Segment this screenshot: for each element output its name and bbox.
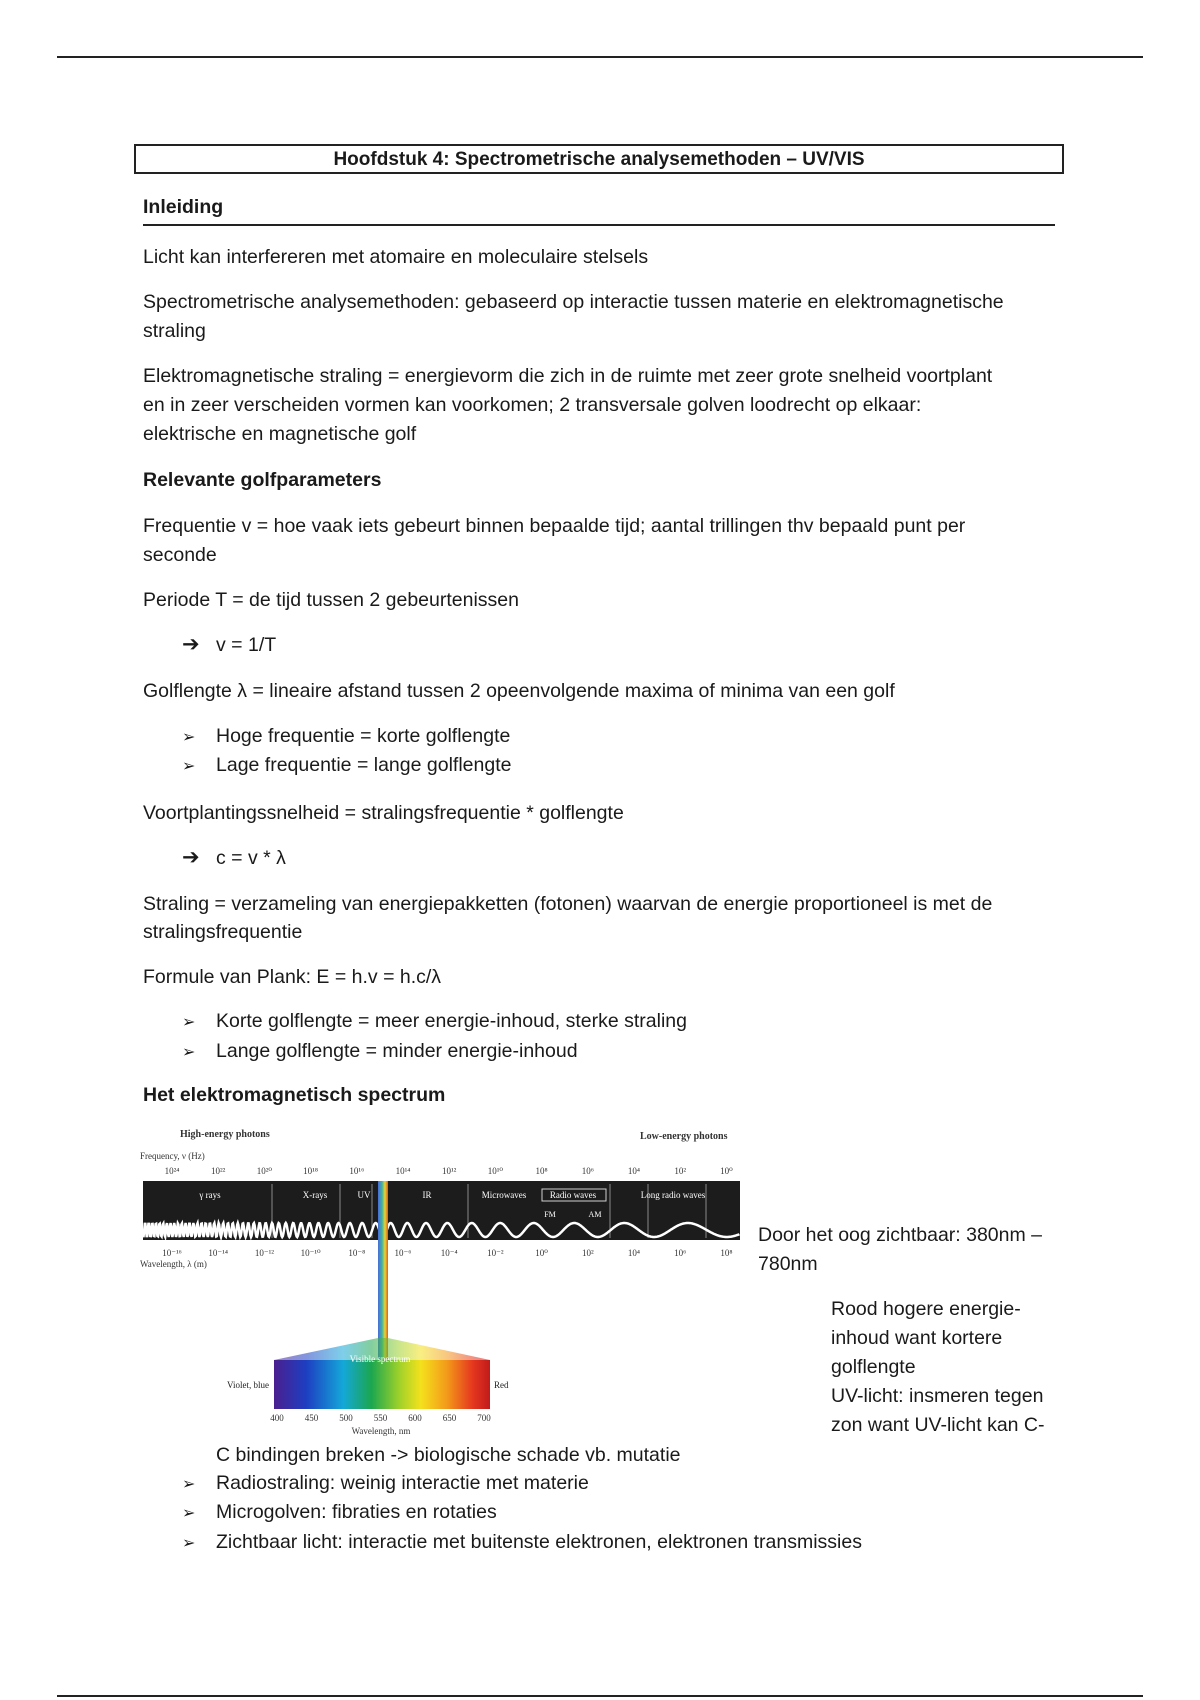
page-top-rule (57, 56, 1143, 58)
frequency-tick-label: 10⁰ (720, 1166, 733, 1176)
wavelength-tick-label: 10⁻² (487, 1248, 504, 1258)
paragraph: stralingsfrequentie (143, 921, 303, 943)
band-label: γ rays (199, 1190, 221, 1200)
band-label: Microwaves (481, 1190, 527, 1200)
nm-tick-label: 600 (408, 1413, 422, 1423)
paragraph: Spectrometrische analysemethoden: gebaseerd op interactie tussen materie en elektromagnetische (143, 291, 1004, 313)
paragraph: Elektromagnetische straling = energievorm die zich in de ruimte met zeer grote snelheid voortplant (143, 365, 993, 387)
wavelength-tick-label: 10⁴ (627, 1248, 641, 1258)
bullet-arrowhead-icon: ➢ (182, 758, 196, 775)
list-item (182, 754, 511, 777)
bullet-arrowhead-icon: ➢ (182, 1014, 196, 1031)
nm-tick-label: 450 (304, 1413, 319, 1423)
paragraph: Frequentie v = hoe vaak iets gebeurt binnen bepaalde tijd; aantal trillingen thv bepaald punt per (143, 515, 966, 537)
red-label: Red (494, 1380, 509, 1390)
am-label: AM (588, 1210, 602, 1219)
frequency-tick-label: 10²⁴ (164, 1166, 180, 1176)
list-item-text: Lage frequentie = lange golflengte (216, 754, 512, 776)
band-label: Radio waves (549, 1190, 597, 1200)
section-underline (143, 224, 1055, 226)
list-item (182, 1531, 862, 1554)
visible-spectrum-bar (274, 1360, 490, 1409)
list-item (182, 1501, 497, 1524)
nm-ticks (270, 1413, 491, 1423)
side-note: inhoud want kortere (831, 1327, 1003, 1349)
paragraph: Straling = verzameling van energiepakketten (fotonen) waarvan de energie proportioneel is met de (143, 893, 993, 915)
list-item-text: Microgolven: fibraties en rotaties (216, 1501, 497, 1523)
page-bottom-rule (57, 1695, 1143, 1697)
side-note: Door het oog zichtbaar: 380nm – (758, 1224, 1043, 1246)
wavelength-tick-label: 10⁻⁴ (440, 1248, 458, 1258)
frequency-tick-label: 10⁴ (627, 1166, 641, 1176)
formula-text: c = v * λ (216, 847, 286, 869)
frequency-tick-label: 10⁸ (535, 1166, 548, 1176)
wavelength-tick-label: 10⁻¹⁴ (208, 1248, 228, 1258)
nm-tick-label: 550 (373, 1413, 388, 1423)
frequency-tick-label: 10¹² (441, 1166, 457, 1176)
section-heading-inleiding: Inleiding (143, 196, 224, 218)
chapter-title: Hoofdstuk 4: Spectrometrische analysemethoden – UV/VIS (134, 144, 1064, 174)
paragraph: elektrische en magnetische golf (143, 423, 417, 445)
list-item (182, 1010, 687, 1033)
nm-axis-label: Wavelength, nm (351, 1426, 411, 1436)
band-label: IR (422, 1190, 432, 1200)
wavelength-tick-label: 10⁻¹² (254, 1248, 274, 1258)
high-energy-label: High-energy photons (180, 1129, 270, 1140)
frequency-tick-label: 10²⁰ (256, 1166, 273, 1176)
nm-tick-label: 500 (339, 1413, 353, 1423)
violet-label: Violet, blue (227, 1380, 269, 1390)
side-note: golflengte (831, 1356, 916, 1378)
formula-line (182, 632, 276, 657)
bullet-arrowhead-icon: ➢ (182, 1044, 196, 1061)
list-item (182, 725, 510, 748)
band-label: UV (357, 1190, 371, 1200)
list-item-text: Radiostraling: weinig interactie met materie (216, 1472, 589, 1494)
frequency-tick-label: 10¹⁰ (487, 1166, 504, 1176)
list-item-text: Lange golflengte = minder energie-inhoud (216, 1040, 578, 1062)
visible-spectrum-label: Visible spectrum (349, 1354, 411, 1364)
paragraph: straling (143, 320, 206, 342)
arrow-right-icon: ➔ (182, 846, 200, 869)
list-item (182, 1472, 589, 1495)
wavelength-tick-label: 10² (581, 1248, 594, 1258)
wavelength-tick-label: 10⁰ (535, 1248, 548, 1258)
wavelength-tick-label: 10⁶ (674, 1248, 687, 1258)
wavelength-tick-label: 10⁸ (720, 1248, 733, 1258)
nm-tick-label: 700 (477, 1413, 491, 1423)
bullet-arrowhead-icon: ➢ (182, 1505, 196, 1522)
band-label: Long radio waves (640, 1190, 706, 1200)
bullet-arrowhead-icon: ➢ (182, 1476, 196, 1493)
frequency-tick-label: 10² (674, 1166, 687, 1176)
paragraph: Periode T = de tijd tussen 2 gebeurtenissen (143, 589, 519, 611)
list-item-text: Zichtbaar licht: interactie met buitenste elektronen, elektronen transmissies (216, 1531, 862, 1553)
wavelength-axis-label: Wavelength, λ (m) (140, 1259, 207, 1269)
frequency-ticks (165, 1166, 734, 1176)
frequency-tick-label: 10¹⁸ (303, 1166, 319, 1176)
section-heading-spectrum: Het elektromagnetisch spectrum (143, 1084, 446, 1106)
wavelength-tick-label: 10⁻¹⁶ (162, 1248, 182, 1258)
band-label: X-rays (302, 1190, 328, 1200)
side-note: Rood hogere energie- (831, 1298, 1021, 1320)
wavelength-tick-label: 10⁻⁸ (348, 1248, 366, 1258)
side-note: 780nm (758, 1253, 818, 1275)
low-energy-label: Low-energy photons (640, 1131, 728, 1142)
frequency-tick-label: 10²² (210, 1166, 226, 1176)
paragraph: C bindingen breken -> biologische schade vb. mutatie (216, 1444, 681, 1466)
nm-tick-label: 650 (442, 1413, 457, 1423)
em-spectrum-figure (140, 1126, 745, 1442)
arrow-right-icon: ➔ (182, 633, 200, 656)
side-note: zon want UV-licht kan C- (831, 1414, 1045, 1436)
fm-label: FM (544, 1210, 556, 1219)
section-heading-golfparameters: Relevante golfparameters (143, 469, 382, 491)
formula-text: v = 1/T (216, 634, 277, 656)
list-item-text: Korte golflengte = meer energie-inhoud, sterke straling (216, 1010, 687, 1032)
frequency-tick-label: 10¹⁴ (395, 1166, 411, 1176)
nm-tick-label: 400 (270, 1413, 284, 1423)
paragraph: seconde (143, 544, 217, 566)
wavelength-ticks (162, 1248, 732, 1258)
wavelength-tick-label: 10⁻⁶ (394, 1248, 412, 1258)
frequency-axis-label: Frequency, ν (Hz) (140, 1151, 205, 1161)
side-note: UV-licht: insmeren tegen (831, 1385, 1044, 1407)
paragraph: Voortplantingssnelheid = stralingsfrequentie * golflengte (143, 802, 624, 824)
list-item (182, 1040, 578, 1063)
formula-line (182, 845, 286, 870)
list-item-text: Hoge frequentie = korte golflengte (216, 725, 511, 747)
bullet-arrowhead-icon: ➢ (182, 1535, 196, 1552)
paragraph: Licht kan interfereren met atomaire en moleculaire stelsels (143, 246, 649, 268)
paragraph: Golflengte λ = lineaire afstand tussen 2 opeenvolgende maxima of minima van een golf (143, 680, 895, 702)
paragraph: Formule van Plank: E = h.v = h.c/λ (143, 966, 442, 988)
wavelength-tick-label: 10⁻¹⁰ (300, 1248, 321, 1258)
bullet-arrowhead-icon: ➢ (182, 729, 196, 746)
paragraph: en in zeer verscheiden vormen kan voorkomen; 2 transversale golven loodrecht op elkaar: (143, 394, 922, 416)
frequency-tick-label: 10⁶ (581, 1166, 594, 1176)
frequency-tick-label: 10¹⁶ (349, 1166, 365, 1176)
